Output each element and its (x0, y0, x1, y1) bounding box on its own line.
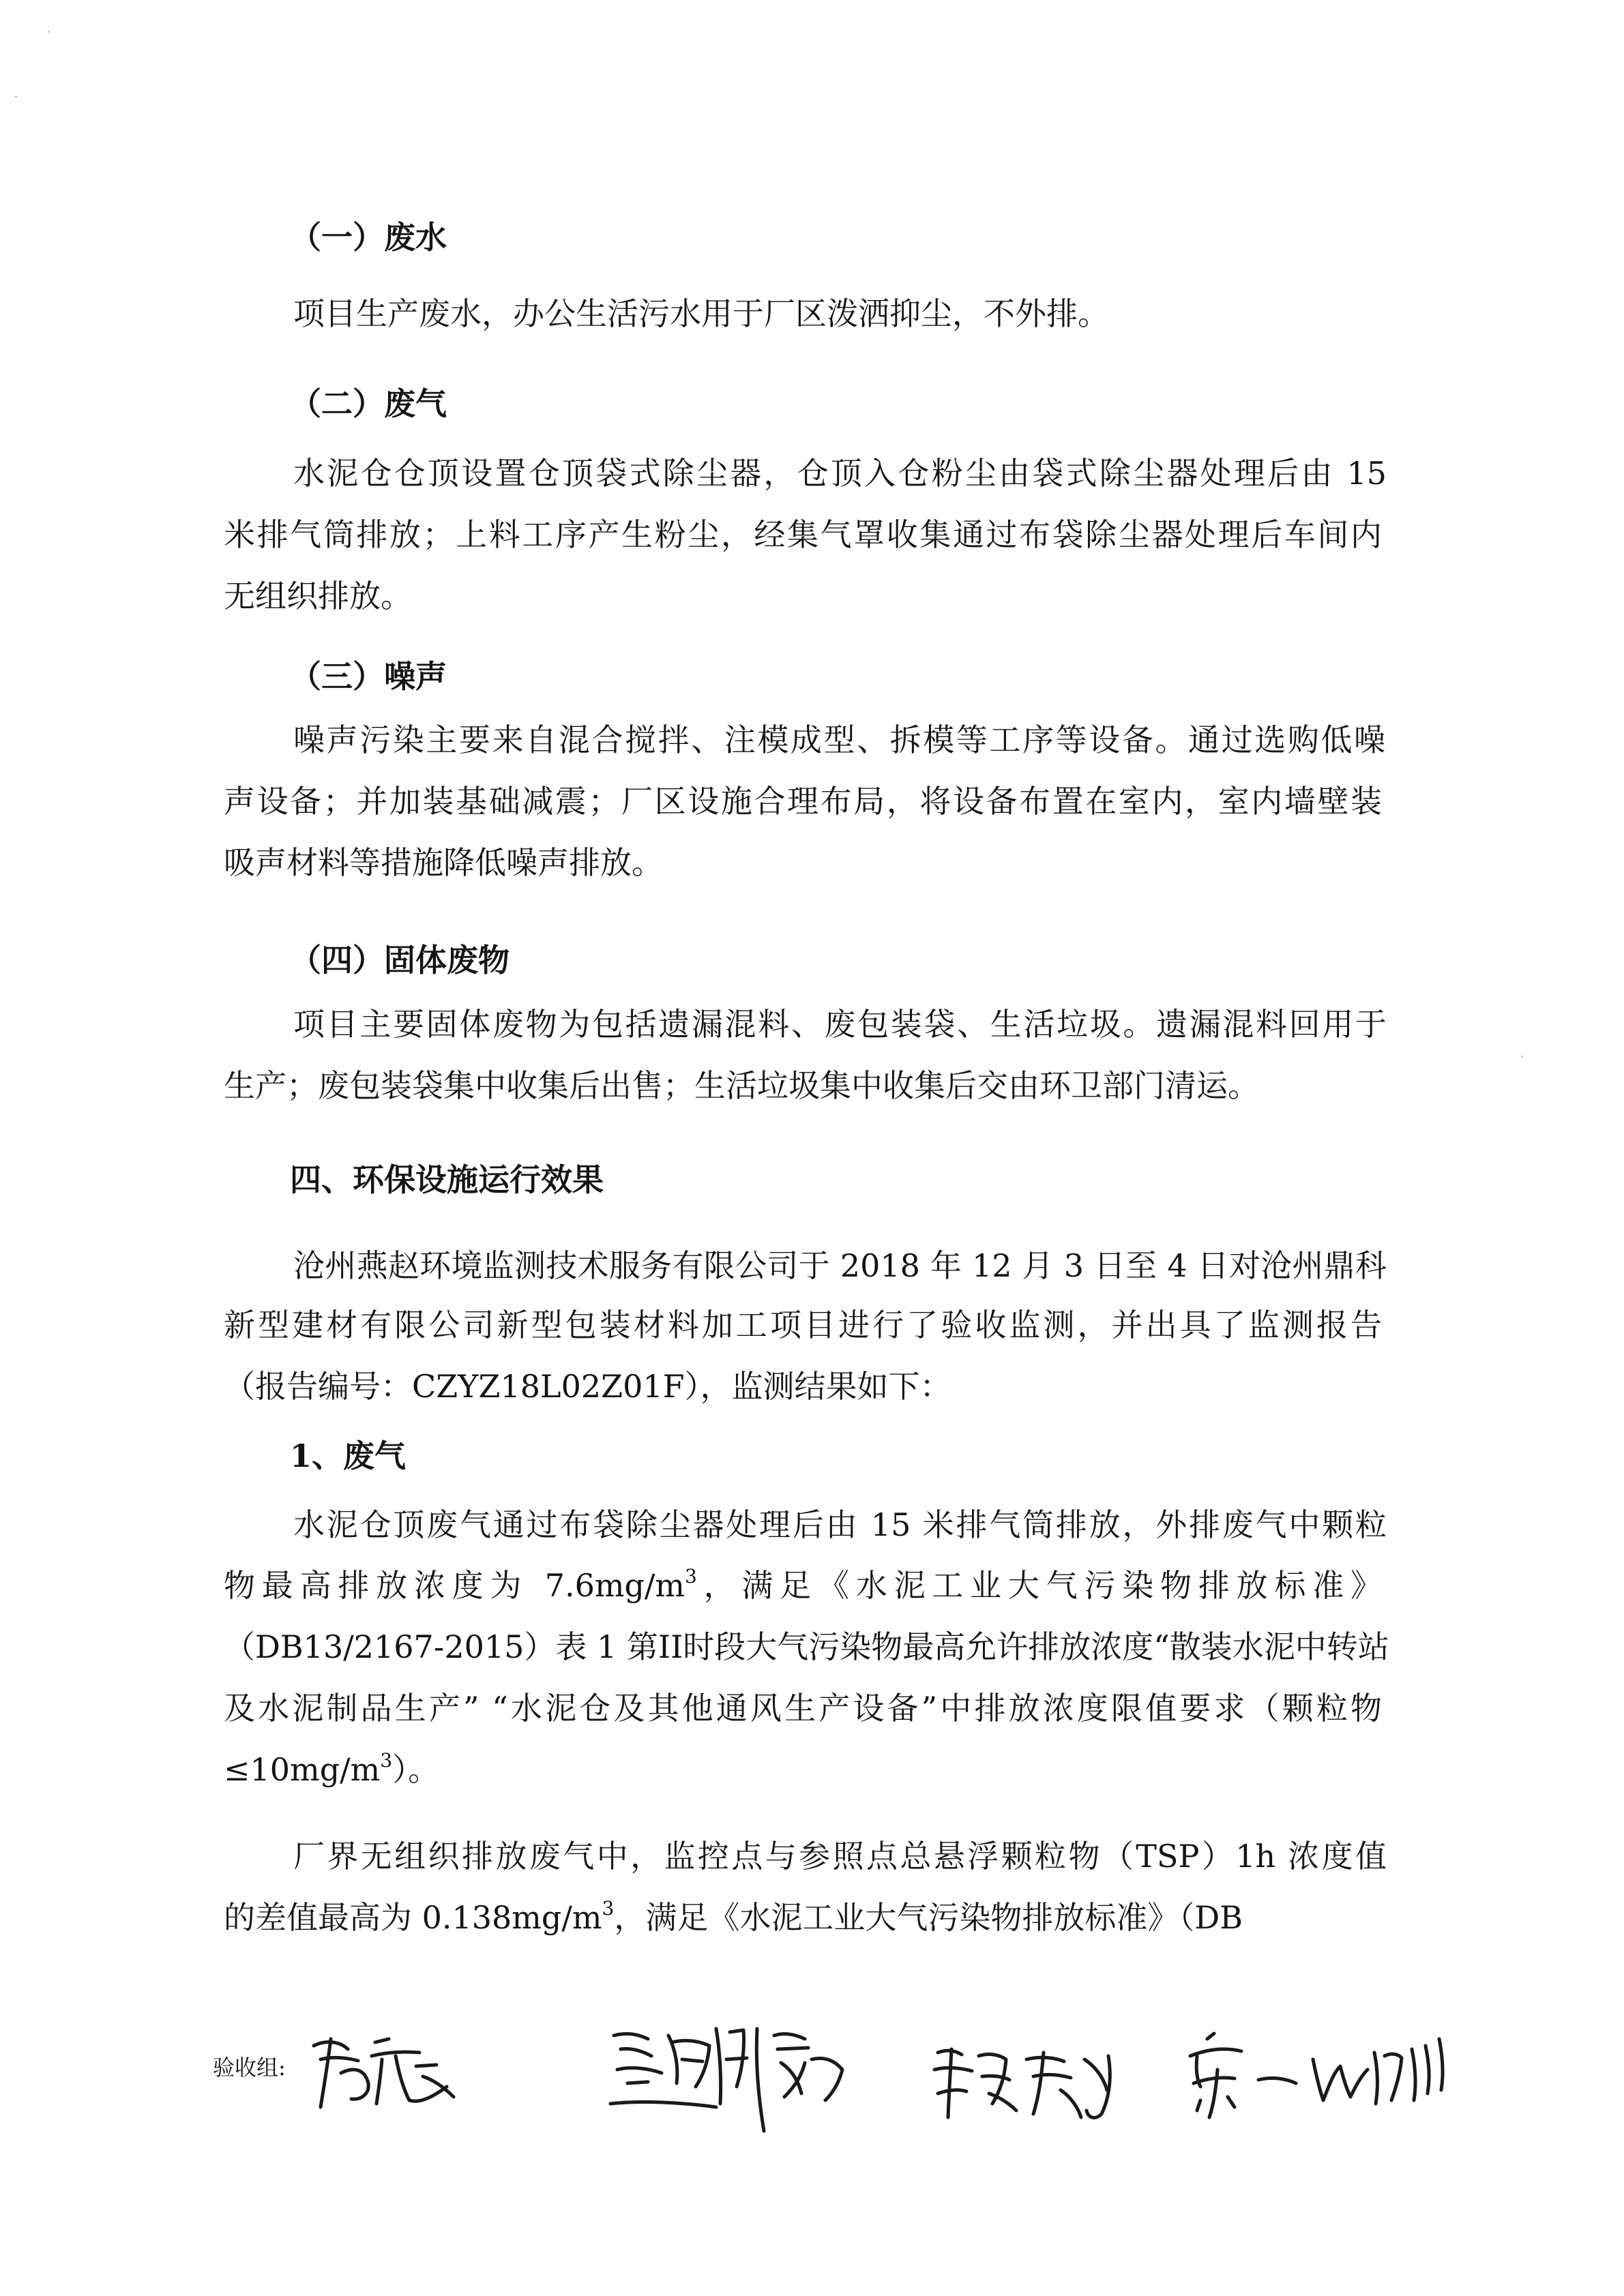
body-line: 水泥仓仓顶设置仓顶袋式除尘器，仓顶入仓粉尘由袋式除尘器处理后由 15 (293, 455, 1387, 492)
body-line: 项目主要固体废物为包括遗漏混料、废包装袋、生活垃圾。遗漏混料回用于 (293, 1006, 1387, 1043)
section-heading-noise: （三）噪声 (290, 658, 447, 695)
section-heading-solid-waste: （四）固体废物 (290, 942, 510, 979)
body-line: 厂界无组织排放废气中，监控点与参照点总悬浮颗粒物（TSP）1h 浓度值 (293, 1838, 1387, 1875)
body-line: 新型建材有限公司新型包装材料加工项目进行了验收监测，并出具了监测报告 (224, 1307, 1382, 1343)
body-line: 声设备；并加装基础减震；厂区设施合理布局，将设备布置在室内，室内墙壁装 (224, 783, 1382, 820)
signature-4 (1177, 2018, 1463, 2131)
scan-speck (1521, 1056, 1523, 1058)
body-line: 项目生产废水，办公生活污水用于厂区泼洒抑尘，不外排。 (293, 295, 1109, 332)
body-line: 噪声污染主要来自混合搅拌、注模成型、拆模等工序等设备。通过选购低噪 (293, 721, 1385, 758)
section-heading-gas-results: 1、废气 (290, 1437, 407, 1474)
signature-1 (300, 2018, 471, 2121)
scan-speck (48, 31, 50, 33)
section-heading-waste-gas: （二）废气 (290, 385, 447, 422)
signature-2 (600, 2008, 853, 2138)
section-heading-effect: 四、环保设施运行效果 (290, 1161, 604, 1198)
body-line: （报告编号：CZYZ18L02Z01F），监测结果如下： (224, 1368, 951, 1405)
body-line: 的差值最高为 $0.138mg/m^3$，满足《水泥工业大气污染物排放标准》（DB (224, 1897, 1243, 1936)
body-line: （DB13/2167-2015）表 1 第II时段大气污染物最高允许排放浓度“散装水泥中转站 (224, 1628, 1389, 1665)
signature-label: 验收组: (213, 2055, 286, 2081)
body-line: 无组织排放。 (224, 578, 412, 614)
body-line: 水泥仓顶废气通过布袋除尘器处理后由 15 米排气筒排放，外排废气中颗粒 (293, 1506, 1387, 1543)
body-line: 吸声材料等措施降低噪声排放。 (224, 844, 663, 881)
body-line: $\le 10mg/m^3$）。 (224, 1749, 440, 1788)
body-line: 沧州燕赵环境监测技术服务有限公司于 2018 年 12 月 3 日至 4 日对沧州鼎科 (293, 1247, 1387, 1284)
scan-speck (15, 95, 17, 98)
body-line: 物最高排放浓度为 $7.6mg/m^3$，满足《水泥工业大气污染物排放标准》 (224, 1565, 1382, 1604)
body-line: 米排气筒排放；上料工序产生粉尘，经集气罩收集通过布袋除尘器处理后车间内 (224, 516, 1382, 553)
signature-3 (924, 2029, 1129, 2131)
body-line: 生产；废包装袋集中收集后出售；生活垃圾集中收集后交由环卫部门清运。 (224, 1067, 1259, 1104)
body-line: 及水泥制品生产” “水泥仓及其他通风生产设备”中排放浓度限值要求（颗粒物 (224, 1690, 1382, 1727)
section-heading-wastewater: （一）废水 (290, 219, 447, 256)
